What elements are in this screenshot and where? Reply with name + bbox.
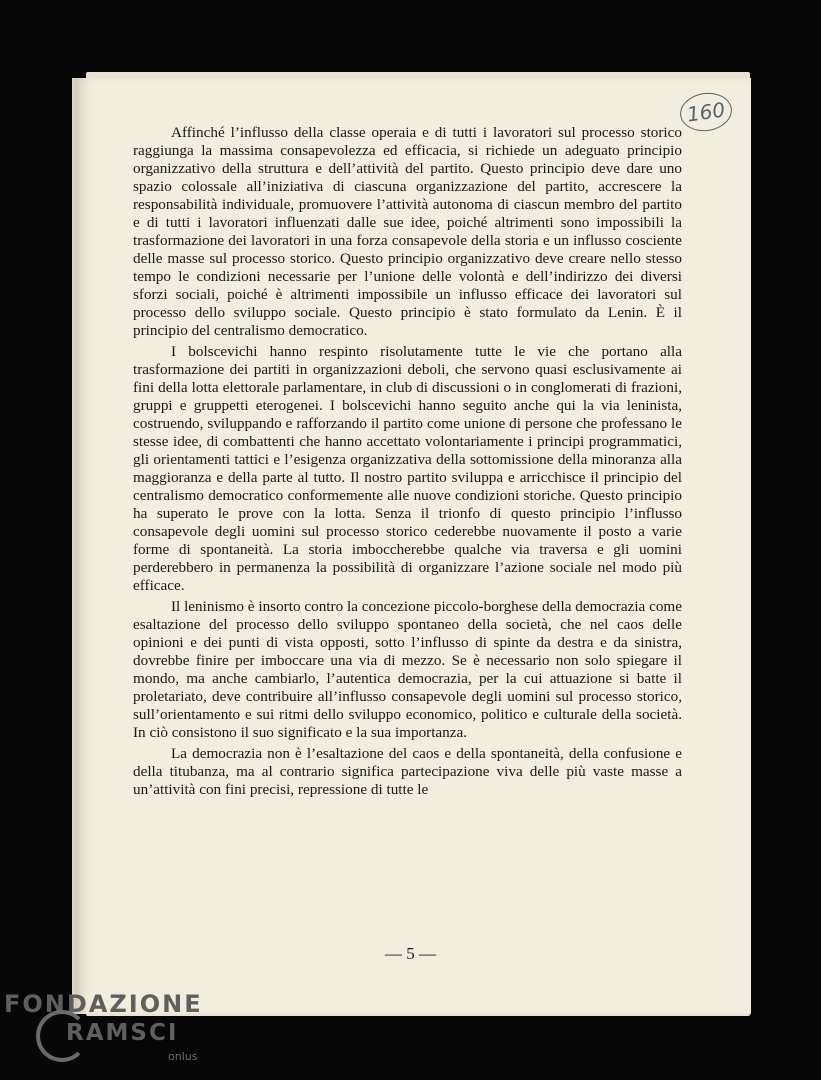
archive-number-stamp: 160 [678,90,735,135]
watermark-line-2: RAMSCI [66,1020,179,1046]
paragraph-3: Il leninismo è insorto contro la concezione piccolo-borghese della democrazia come esaltazione del processo dello sviluppo spontaneo della società, che nel caos delle opinioni e dei punti di vista opposti, sotto l’influsso di spinte da destra e da sinistra, dovrebbe finire per imboccare una via di mezzo. Se è necessario non solo spiegare il mondo, ma anche cambiarlo, l’autentica democrazia, per la cui attuazione si batte il proletariato, deve contribuire all’influsso consapevole degli uomini sul processo storico, sull’orientamento e sui ritmi dello sviluppo economico, politico e culturale della società. In ciò consistono il suo significato e la sua importanza. [133,598,682,741]
page-number: — 5 — [385,944,436,963]
fondazione-gramsci-watermark [4,990,204,1070]
watermark-line-1: FONDAZIONE [4,990,203,1018]
paragraph-2: I bolscevichi hanno respinto risolutamente tutte le vie che portano alla trasformazione dei partiti in organizzazioni deboli, che servono quasi esclusivamente ai fini della lotta elettorale parlamentare, in club di discussioni o in conglomerati di frazioni, gruppi e gruppetti eterogenei. I bolscevichi hanno seguito anche qui la via leninista, costruendo, sviluppando e rafforzando il partito come unione di persone che professano le stesse idee, di combattenti che hanno accettato volontariamente i principi programmatici, gli orientamenti tattici e l’esigenza organizzativa della sottomissione della minoranza alla maggioranza e della parte al tutto. Il nostro partito sviluppa e arricchisce il principio del centralismo democratico conformemente alle nuove condizioni storiche. Questo principio ha superato le prove con la lotta. Senza il trionfo di questo principio l’influsso consapevole degli uomini sul processo storico cederebbe nuovamente il posto a varie forme di spontaneità. La storia imboccherebbe qualche via traversa e gli uomini perderebbero in permanenza la possibilità di organizzare l’azione sociale nel modo più efficace. [133,343,682,594]
paragraph-4: La democrazia non è l’esaltazione del caos e della spontaneità, della confusione e della titubanza, ma al contrario significa partecipazione viva delle più vaste masse a un’attività con fini precisi, repressione di tutte le [133,745,682,798]
watermark-line-3: onlus [168,1050,198,1063]
body-text [133,124,682,802]
paragraph-1: Affinché l’influsso della classe operaia e di tutti i lavoratori sul processo storico raggiunga la massima consapevolezza ed efficacia, si richiede un adeguato principio organizzativo della struttura e dell’attività del partito. Questo principio deve dare uno spazio colossale all’iniziativa di ciascuna organizzazione del partito, accrescere la responsabilità individuale, promuovere l’attività autonoma di ciascun membro del partito e di tutti i lavoratori influenzati dalle sue idee, poiché altrimenti sono impossibili la trasformazione dei lavoratori in una forza consapevole della storia e un influsso cosciente delle masse sul processo storico. Questo principio organizzativo deve creare nello stesso tempo le condizioni necessarie per l’unione delle volontà e dell’indirizzo dei diversi sforzi sociali, poiché è altrimenti impossibile un influsso efficace dei lavoratori sul processo dello sviluppo sociale. Questo principio è stato formulato da Lenin. È il principio del centralismo democratico. [133,124,682,339]
